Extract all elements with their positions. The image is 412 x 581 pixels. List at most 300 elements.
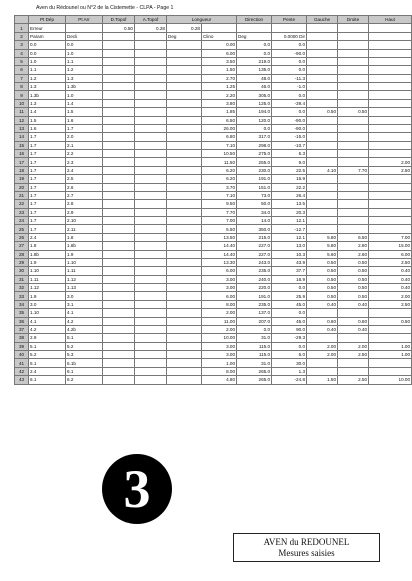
table-cell — [338, 175, 369, 183]
table-cell — [369, 150, 412, 158]
table-cell — [307, 99, 338, 107]
table-cell: 14.40 — [202, 250, 237, 258]
table-cell: 220.0 — [237, 284, 272, 292]
table-cell: 4.1 — [29, 317, 66, 325]
table-cell: 0.0 — [272, 66, 307, 74]
table-row — [15, 242, 412, 250]
table-cell: 1.4 — [66, 99, 103, 107]
table-cell — [338, 141, 369, 149]
table-cell — [167, 166, 202, 174]
row-number: 27 — [15, 242, 29, 250]
table-cell: 2.8 — [66, 200, 103, 208]
table-cell — [135, 150, 167, 158]
table-cell — [307, 217, 338, 225]
table-cell — [338, 91, 369, 99]
table-cell: 0.0 — [29, 41, 66, 49]
table-cell: 207.0 — [237, 317, 272, 325]
table-cell: 7.70 — [202, 208, 237, 216]
table-cell — [369, 91, 412, 99]
table-cell — [307, 150, 338, 158]
table-cell: 2.50 — [369, 258, 412, 266]
table-row — [15, 376, 412, 384]
table-cell: Clino — [202, 32, 237, 40]
table-cell: 7.70 — [338, 166, 369, 174]
table-row — [15, 275, 412, 283]
row-number: 38 — [15, 334, 29, 342]
table-cell — [135, 267, 167, 275]
table-cell: 14.40 — [202, 242, 237, 250]
table-cell — [369, 41, 412, 49]
table-cell: 26.00 — [202, 124, 237, 132]
table-cell: 2.50 — [369, 300, 412, 308]
table-cell: 10.00 — [369, 376, 412, 384]
table-cell: 191.0 — [237, 175, 272, 183]
table-cell — [369, 217, 412, 225]
table-cell: 2.00 — [202, 325, 237, 333]
table-cell — [103, 217, 135, 225]
table-cell — [369, 141, 412, 149]
table-cell: 0.50 — [103, 24, 135, 32]
table-cell — [369, 200, 412, 208]
column-header: Longueur — [167, 16, 237, 24]
table-cell: 73.0 — [237, 191, 272, 199]
table-cell — [167, 325, 202, 333]
table-cell — [135, 325, 167, 333]
table-cell — [103, 317, 135, 325]
table-cell — [167, 351, 202, 359]
caption-box — [233, 533, 380, 562]
table-row — [15, 284, 412, 292]
table-cell — [103, 233, 135, 241]
table-cell: 227.0 — [237, 242, 272, 250]
table-cell: 0.50 — [338, 284, 369, 292]
table-cell: 0.0 — [29, 49, 66, 57]
row-number: 22 — [15, 200, 29, 208]
table-row — [15, 200, 412, 208]
table-cell — [135, 292, 167, 300]
table-cell: 5.2 — [66, 342, 103, 350]
table-cell — [167, 267, 202, 275]
table-cell — [167, 41, 202, 49]
table-row — [15, 217, 412, 225]
table-cell — [167, 342, 202, 350]
table-cell — [369, 325, 412, 333]
table-cell — [338, 83, 369, 91]
table-row — [15, 124, 412, 132]
table-cell — [338, 200, 369, 208]
column-header: A.Topof — [135, 16, 167, 24]
table-cell: 0.28 — [135, 24, 167, 32]
table-cell: 16.9 — [272, 275, 307, 283]
table-cell — [369, 116, 412, 124]
table-cell: 151.0 — [237, 183, 272, 191]
table-cell — [135, 367, 167, 375]
table-cell: 6.2 — [66, 376, 103, 384]
table-cell — [135, 200, 167, 208]
table-cell: 0.0 — [272, 91, 307, 99]
row-number: 10 — [15, 99, 29, 107]
table-cell: 243.0 — [237, 258, 272, 266]
table-cell: 0.40 — [338, 325, 369, 333]
table-row — [15, 325, 412, 333]
table-cell: 0.40 — [369, 275, 412, 283]
table-cell — [167, 208, 202, 216]
table-cell — [369, 208, 412, 216]
table-cell — [307, 32, 338, 40]
table-cell: 25.9 — [272, 292, 307, 300]
table-cell: 1.3 — [66, 74, 103, 82]
table-cell: -11.3 — [272, 74, 307, 82]
table-cell — [167, 317, 202, 325]
row-number: 25 — [15, 225, 29, 233]
table-cell — [307, 116, 338, 124]
table-cell: -90.0 — [272, 116, 307, 124]
table-cell: Param — [29, 32, 66, 40]
row-number: 36 — [15, 317, 29, 325]
table-cell — [307, 91, 338, 99]
row-number: 15 — [15, 141, 29, 149]
table-cell: 2.60 — [338, 250, 369, 258]
table-cell: 1.12 — [29, 284, 66, 292]
table-cell: 2.5 — [66, 175, 103, 183]
corner-cell — [15, 16, 29, 24]
table-cell — [103, 57, 135, 65]
table-cell — [135, 124, 167, 132]
table-cell: 45.0 — [272, 317, 307, 325]
table-cell: 1.2 — [66, 66, 103, 74]
table-cell — [307, 225, 338, 233]
table-cell — [135, 183, 167, 191]
row-number: 2 — [15, 32, 29, 40]
table-cell — [167, 309, 202, 317]
table-cell: 13.0 — [272, 242, 307, 250]
row-number: 37 — [15, 325, 29, 333]
table-cell: 1.00 — [369, 351, 412, 359]
table-cell — [167, 284, 202, 292]
table-cell: 305.0 — [237, 91, 272, 99]
table-cell — [135, 108, 167, 116]
page-number-badge: 3 — [102, 454, 172, 524]
table-cell — [167, 124, 202, 132]
column-header: Pt Arr — [66, 16, 103, 24]
row-number: 34 — [15, 300, 29, 308]
table-cell: 2.3 — [66, 158, 103, 166]
table-cell: 0.50 — [338, 292, 369, 300]
table-cell — [103, 359, 135, 367]
row-number: 16 — [15, 150, 29, 158]
table-cell: 2.4 — [66, 166, 103, 174]
row-number: 14 — [15, 133, 29, 141]
table-cell — [369, 367, 412, 375]
table-cell: Decli — [66, 32, 103, 40]
table-cell — [338, 217, 369, 225]
table-cell: 1.9 — [66, 250, 103, 258]
table-row — [15, 41, 412, 49]
column-header: D.Topof — [103, 16, 135, 24]
table-cell: -10.7 — [272, 141, 307, 149]
table-cell: 9.0 — [272, 158, 307, 166]
table-row — [15, 342, 412, 350]
table-cell: 1.6 — [29, 124, 66, 132]
table-cell — [237, 24, 272, 32]
table-row — [15, 91, 412, 99]
table-cell — [307, 141, 338, 149]
table-cell — [338, 225, 369, 233]
table-cell — [167, 367, 202, 375]
document-title: Aven du Rédounel ou N°2 de la Cistemette - CLPA - Page 1 — [36, 5, 174, 11]
table-cell: 317.0 — [237, 133, 272, 141]
table-row — [15, 267, 412, 275]
table-cell: 0.50 — [307, 292, 338, 300]
table-cell: 235.0 — [237, 300, 272, 308]
table-cell: 46.0 — [237, 83, 272, 91]
table-row — [15, 108, 412, 116]
row-number: 11 — [15, 108, 29, 116]
table-cell: 5.80 — [307, 233, 338, 241]
table-cell — [338, 183, 369, 191]
table-cell — [103, 49, 135, 57]
table-row — [15, 300, 412, 308]
table-cell: 3.1 — [66, 300, 103, 308]
table-cell: 5.80 — [307, 242, 338, 250]
row-number: 30 — [15, 267, 29, 275]
row-number: 29 — [15, 258, 29, 266]
table-row — [15, 351, 412, 359]
table-cell: 2.00 — [369, 292, 412, 300]
table-cell: -39.4 — [272, 99, 307, 107]
table-cell — [167, 158, 202, 166]
table-cell: 0.50 — [338, 275, 369, 283]
table-cell: 2.50 — [338, 376, 369, 384]
table-cell — [307, 191, 338, 199]
table-cell: 298.0 — [237, 141, 272, 149]
table-cell: 5.1 — [29, 342, 66, 350]
table-cell — [167, 334, 202, 342]
table-cell: -1.0 — [272, 83, 307, 91]
table-cell: 1.3b — [29, 91, 66, 99]
table-cell: Deg — [237, 32, 272, 40]
table-cell: 3.00 — [202, 275, 237, 283]
table-cell — [103, 66, 135, 74]
table-cell — [307, 66, 338, 74]
table-cell — [135, 158, 167, 166]
table-cell — [338, 334, 369, 342]
table-cell — [307, 83, 338, 91]
table-cell — [135, 351, 167, 359]
row-number: 13 — [15, 124, 29, 132]
table-cell: 1.7 — [29, 158, 66, 166]
row-number: 3 — [15, 41, 29, 49]
row-number: 9 — [15, 91, 29, 99]
table-cell — [369, 309, 412, 317]
table-cell: 3.50 — [202, 57, 237, 65]
table-cell — [167, 258, 202, 266]
table-cell: 1.3b — [66, 83, 103, 91]
table-cell: 6.50 — [202, 116, 237, 124]
table-cell — [103, 32, 135, 40]
table-cell — [369, 183, 412, 191]
table-cell — [338, 191, 369, 199]
table-cell: 7.10 — [202, 191, 237, 199]
table-cell — [135, 166, 167, 174]
table-cell: 1.7 — [29, 175, 66, 183]
table-cell — [369, 108, 412, 116]
table-cell: 1.13 — [66, 284, 103, 292]
table-cell: 120.0 — [237, 116, 272, 124]
table-cell — [103, 258, 135, 266]
table-row — [15, 116, 412, 124]
table-cell — [338, 367, 369, 375]
table-cell — [272, 24, 307, 32]
table-cell: 9.50 — [202, 200, 237, 208]
table-cell: 2.00 — [369, 158, 412, 166]
table-cell: 2.11 — [66, 225, 103, 233]
table-cell: 4.2 — [29, 325, 66, 333]
table-cell — [167, 292, 202, 300]
table-cell — [103, 150, 135, 158]
table-cell — [307, 74, 338, 82]
table-cell: 0.0000 Dir — [272, 32, 307, 40]
table-cell — [167, 108, 202, 116]
table-cell: 0.60 — [307, 317, 338, 325]
table-row — [15, 292, 412, 300]
row-number: 23 — [15, 208, 29, 216]
table-cell — [307, 124, 338, 132]
table-cell — [135, 242, 167, 250]
table-cell — [338, 124, 369, 132]
table-cell — [338, 49, 369, 57]
table-cell: 115.0 — [237, 351, 272, 359]
column-header: Haut — [369, 16, 412, 24]
table-cell: 4.2 — [66, 317, 103, 325]
table-cell: 1.1 — [66, 57, 103, 65]
table-cell: 12.1 — [272, 217, 307, 225]
table-cell: -24.8 — [272, 376, 307, 384]
table-cell — [135, 334, 167, 342]
table-cell: 2.00 — [338, 342, 369, 350]
table-cell: 1.7 — [66, 124, 103, 132]
table-cell — [369, 57, 412, 65]
table-cell — [103, 108, 135, 116]
table-cell — [66, 24, 103, 32]
table-cell: 37.7 — [272, 267, 307, 275]
table-cell: 0.28 — [167, 24, 202, 32]
table-cell: 1.7 — [29, 150, 66, 158]
table-cell: 10.3 — [272, 250, 307, 258]
table-cell — [369, 32, 412, 40]
table-cell — [369, 133, 412, 141]
table-cell — [103, 74, 135, 82]
table-cell — [135, 300, 167, 308]
table-cell — [307, 367, 338, 375]
table-cell: 2.20 — [202, 91, 237, 99]
table-row — [15, 74, 412, 82]
table-cell: 2.0 — [66, 133, 103, 141]
table-cell: 15.00 — [369, 242, 412, 250]
row-number: 12 — [15, 116, 29, 124]
table-cell — [338, 133, 369, 141]
column-header: Direction — [237, 16, 272, 24]
table-cell: 1.10 — [66, 258, 103, 266]
row-number: 20 — [15, 183, 29, 191]
table-cell: 0.40 — [369, 284, 412, 292]
table-cell: 1.3 — [272, 367, 307, 375]
table-cell: 13.30 — [202, 258, 237, 266]
table-cell: 30.0 — [272, 359, 307, 367]
table-cell — [167, 200, 202, 208]
table-cell: 0.50 — [307, 258, 338, 266]
table-cell — [338, 99, 369, 107]
table-cell: 90.0 — [272, 325, 307, 333]
table-cell: 10.50 — [202, 150, 237, 158]
table-cell: 20.3 — [272, 208, 307, 216]
table-cell: 7.00 — [369, 233, 412, 241]
table-cell: 0.0 — [237, 41, 272, 49]
table-cell: 1.3 — [29, 99, 66, 107]
table-cell: -12.7 — [272, 225, 307, 233]
table-cell: 3.00 — [202, 342, 237, 350]
table-cell — [135, 309, 167, 317]
table-cell — [338, 359, 369, 367]
table-cell: 1.7 — [29, 217, 66, 225]
table-cell — [103, 124, 135, 132]
table-cell: 1.7 — [29, 208, 66, 216]
row-number: 42 — [15, 367, 29, 375]
table-cell: 2.4 — [29, 233, 66, 241]
table-cell — [338, 24, 369, 32]
table-cell: 0.50 — [307, 275, 338, 283]
table-cell: 1.7 — [29, 141, 66, 149]
table-cell — [103, 175, 135, 183]
table-cell: 5.2 — [29, 351, 66, 359]
table-cell — [167, 359, 202, 367]
table-cell — [338, 41, 369, 49]
table-cell: 22.5 — [272, 166, 307, 174]
row-number: 31 — [15, 275, 29, 283]
table-cell — [167, 99, 202, 107]
table-cell: 6.20 — [202, 175, 237, 183]
table-cell: 6.00 — [202, 267, 237, 275]
table-row — [15, 166, 412, 174]
table-cell: 6.00 — [369, 250, 412, 258]
table-cell — [369, 83, 412, 91]
survey-table — [14, 15, 412, 385]
table-cell: -90.0 — [272, 124, 307, 132]
table-cell — [338, 116, 369, 124]
table-cell — [103, 83, 135, 91]
table-cell — [135, 233, 167, 241]
table-cell — [135, 116, 167, 124]
table-cell — [135, 49, 167, 57]
table-cell: 6.1 — [29, 376, 66, 384]
row-number: 17 — [15, 158, 29, 166]
table-cell: 1.85 — [202, 108, 237, 116]
table-row — [15, 99, 412, 107]
table-cell — [135, 250, 167, 258]
table-cell: 48.0 — [237, 74, 272, 82]
table-cell: 135.0 — [237, 66, 272, 74]
table-cell: 1.25 — [202, 83, 237, 91]
table-row — [15, 250, 412, 258]
header-row — [15, 16, 412, 24]
table-cell: 215.0 — [237, 233, 272, 241]
table-cell: 1.8b — [66, 242, 103, 250]
table-cell: 0.0 — [237, 49, 272, 57]
table-cell: 2.50 — [338, 351, 369, 359]
table-cell: 2.00 — [202, 309, 237, 317]
row-number: 43 — [15, 376, 29, 384]
table-cell — [103, 99, 135, 107]
